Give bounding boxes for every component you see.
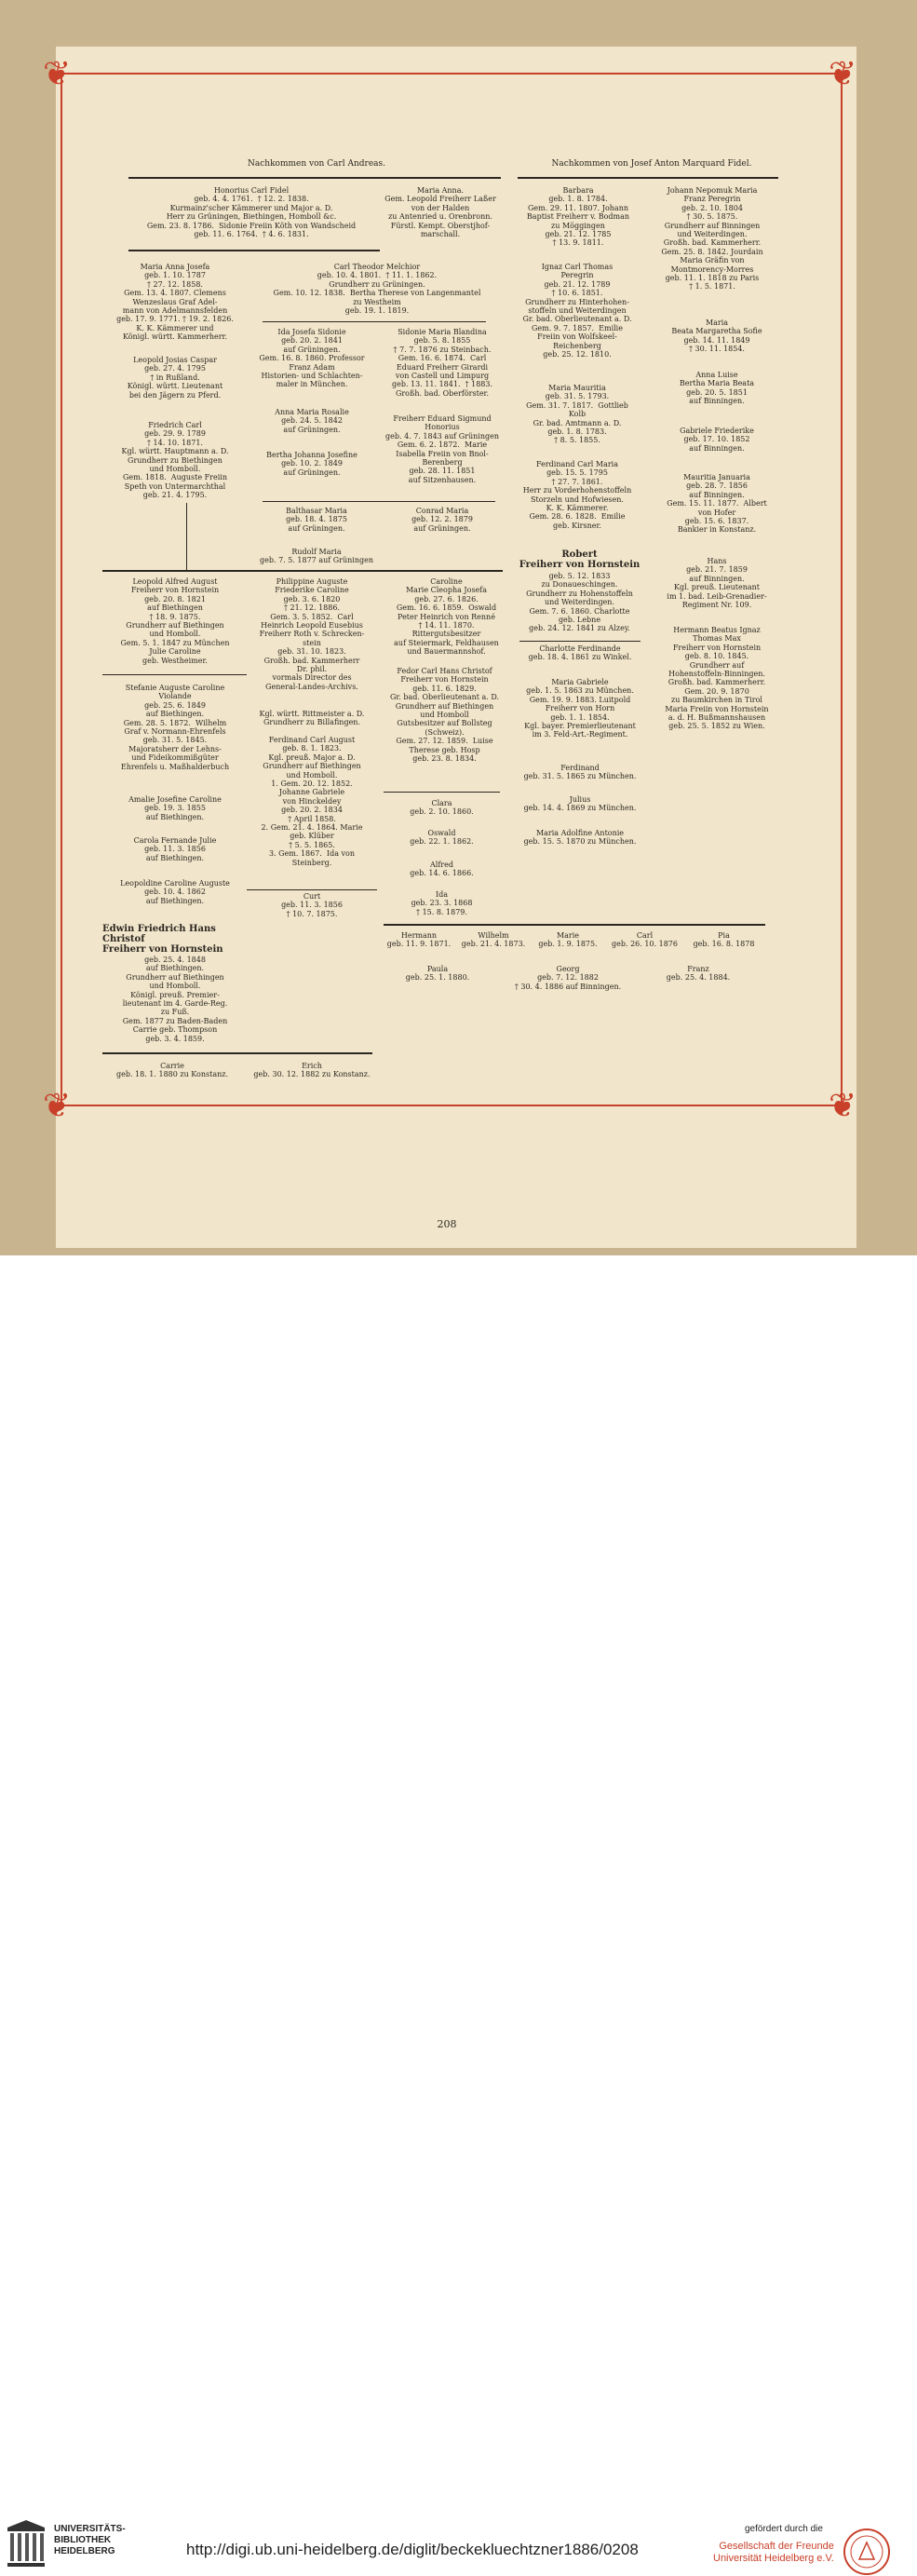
rule: [128, 250, 380, 251]
entry-leopoldine: Leopoldine Caroline Auguste geb. 10. 4. 1862 auf Biethingen.: [120, 879, 230, 905]
entry-gabriele-friederike: Gabriele Friederike geb. 17. 10. 1852 auf Binningen.: [680, 427, 754, 453]
rule: [128, 177, 501, 179]
corner-ornament-icon: ❦: [829, 55, 857, 93]
entry-hans: Hans geb. 21. 7. 1859 auf Binningen. Kgl. preuß. Lieutenant im 1. bad. Leib-Grenadier- Regiment Nr. 109.: [667, 557, 767, 610]
university-seal-icon: [843, 2528, 891, 2576]
entry-kgl-wuertt: Kgl. württ. Rittmeister a. D. Grundherr zu Billafingen.: [259, 710, 365, 727]
entry-ferdinand-carl-maria: Ferdinand Carl Maria geb. 15. 5. 1795 † 27. 7. 1861. Herr zu Vorderhohenstoffeln Storzeln und Hofwiesen. K. K. Kämmerer. Gem. 28. 6. 1828. Emilie geb. Kirsner.: [522, 460, 632, 530]
entry-johann-nepomuk: Johann Nepomuk Maria Franz Peregrin geb. 2. 10. 1804 † 30. 5. 1875. Grundherr auf Binningen und Weiterdingen. Großh. bad. Kammerherr. Gem. 25. 8. 1842. Jourdain Maria Gräfin von Montmorency-Morres geb. 11. 1. 1818 zu Paris † 1. 5. 1871.: [661, 186, 763, 291]
supported-by-label: gefördert durch die: [745, 2524, 823, 2534]
library-logo-icon: [6, 2518, 47, 2574]
entry-maria-gabriele: Maria Gabriele geb. 1. 5. 1863 zu München. Gem. 19. 9. 1883. Luitpold Freiherr von Horn geb. 1. 1. 1854. Kgl. bayer. Premierlieutenant im 3. Feld-Art.-Regiment.: [524, 678, 636, 739]
entry-curt: Curt geb. 11. 3. 1856 † 10. 7. 1875.: [281, 892, 343, 918]
scanned-page: [0, 0, 917, 1255]
entry-julius: Julius geb. 14. 4. 1869 zu München.: [523, 795, 637, 813]
entry-mauritia-januaria: Mauritia Januaria geb. 28. 7. 1856 auf Binningen. Gem. 15. 11. 1877. Albert von Hofer geb. 15. 6. 1837. Bankier in Konstanz.: [667, 473, 767, 535]
entry-ignaz: Ignaz Carl Thomas Peregrin geb. 21. 12. 1789 † 10. 6. 1851. Grundherr zu Hinterhohen- stoffeln und Weiterdingen Gr. bad. Oberlieutenant a. D. Gem. 9. 7. 1857. Emilie Freiin von Wolfskeel- Reichenberg geb. 25. 12. 1810.: [522, 263, 632, 359]
entry-maria-beata: Maria Beata Margaretha Sofie geb. 14. 11. 1849 † 30. 11. 1854.: [671, 319, 762, 354]
entry-alfred: Alfred geb. 14. 6. 1866.: [410, 861, 474, 878]
entry-fedor: Fedor Carl Hans Christof Freiherr von Hornstein geb. 11. 6. 1829. Gr. bad. Oberlieutenant a. D. Grundherr auf Biethingen und Homboll Gutsbesitzer auf Bollsteg (Schweiz). Gem. 27. 12. 1859. Luise Therese geb. Hosp geb. 23. 8. 1834.: [389, 667, 500, 764]
entry-hermann: Hermann geb. 11. 9. 1871.: [386, 931, 452, 949]
entry-anna-maria-rosalie: Anna Maria Rosalie geb. 24. 5. 1842 auf Grüningen.: [275, 408, 349, 434]
entry-franz: Franz geb. 25. 4. 1884.: [666, 965, 731, 983]
entry-edwin-name: Edwin Friedrich Hans Christof Freiherr von Hornstein: [102, 924, 223, 955]
entry-robert: geb. 5. 12. 1833 zu Donaueschingen. Grundherr zu Hohenstoffeln und Weiterdingen. Gem. 7. 6. 1860. Charlotte geb. Lebne geb. 24. 12. 1841 zu Alzey.: [526, 572, 633, 633]
entry-sidonie: Sidonie Maria Blandina geb. 5. 8. 1855 † 7. 7. 1876 zu Steinbach. Gem. 16. 6. 1874. Carl Eduard Freiherr Girardi von Castell und Limpurg geb. 13. 11. 1841. † 1883. Großh. bad. Oberförster.: [391, 328, 493, 398]
entry-hermann-beatus: Hermann Beatus Ignaz Thomas Max Freiherr von Hornstein geb. 8. 10. 1845. Grundherr auf Hohenstoffeln-Binningen. Großh. bad. Kammerherr. Gem. 20. 9. 1870 zu Baumkirchen in Tirol Maria Freiin von Hornstein a. d. H. Bußmannshausen geb. 25. 5. 1852 zu Wien.: [665, 626, 769, 731]
entry-balthasar: Balthasar Maria geb. 18. 4. 1875 auf Grüningen.: [286, 507, 347, 533]
rule: [518, 177, 778, 179]
entry-philippine: Philippine Auguste Friederike Caroline geb. 3. 6. 1820 † 21. 12. 1886. Gem. 3. 5. 1852. Carl Heinrich Leopold Eusebius Freiherr Roth v. Schrecken- stein geb. 31. 10. 1823. Großh. bad. Kammerherr Dr. phil. vormals Director des General-Landes-Archivs.: [259, 577, 365, 691]
rule: [247, 889, 377, 890]
entry-robert-name: Robert Freiherr von Hornstein: [519, 549, 641, 570]
entry-carl: Carl geb. 26. 10. 1876: [612, 931, 678, 949]
heading-left: Nachkommen von Carl Andreas.: [248, 159, 385, 169]
entry-marie: Marie geb. 1. 9. 1875.: [538, 931, 598, 949]
rule: [519, 641, 641, 642]
document-url[interactable]: http://digi.ub.uni-heidelberg.de/diglit/beckekluechtzner1886/0208: [186, 2541, 639, 2558]
entry-leopold-alfred: Leopold Alfred August Freiherr von Hornstein geb. 20. 8. 1821 auf Biethingen † 18. 9. 1875. Grundherr auf Biethingen und Homboll. Gem. 5. 1. 1847 zu München Julie Caroline geb. Westheimer.: [120, 577, 230, 665]
rule: [384, 924, 765, 926]
entry-paula: Paula geb. 25. 1. 1880.: [405, 965, 470, 983]
entry-stefanie: Stefanie Auguste Caroline Violande geb. 25. 6. 1849 auf Biethingen. Gem. 28. 5. 1872. Wilhelm Graf v. Normann-Ehrenfels geb. 31. 5. 1845. Majoratsherr der Lehns- und Fideikommißgüter Ehrenfels u. Maßhalderbuch: [120, 684, 230, 771]
entry-maria-anna: Maria Anna. Gem. Leopold Freiherr Laßer von der Halden zu Antenried u. Orenbronn. Fürstl. Kempt. Oberstjhof- marschall.: [384, 186, 496, 239]
entry-carl-theodor: Carl Theodor Melchior geb. 10. 4. 1801. † 11. 1. 1862. Grundherr zu Grüningen. Gem. 10. 12. 1838. Bertha Therese von Langenmantel zu Westheim geb. 19. 1. 1819.: [273, 263, 481, 316]
heading-right: Nachkommen von Josef Anton Marquard Fidel.: [551, 159, 752, 169]
entry-leopold-josias: Leopold Josias Caspar geb. 27. 4. 1795 † in Rußland. Königl. württ. Lieutenant bei den Jägern zu Pferd.: [127, 356, 223, 400]
entry-carola: Carola Fernande Julie geb. 11. 3. 1856 auf Biethingen.: [133, 836, 217, 862]
rule: [263, 501, 495, 502]
rule: [102, 570, 503, 572]
rule: [384, 792, 500, 793]
entry-maria-mauritia: Maria Mauritia geb. 31. 5. 1793. Gem. 31. 7. 1817. Gottlieb Kolb Gr. bad. Amtmann a. D. geb. 1. 8. 1783. † 8. 5. 1855.: [526, 384, 628, 445]
entry-erich: Erich geb. 30. 12. 1882 zu Konstanz.: [253, 1062, 371, 1079]
corner-ornament-icon: ❦: [43, 55, 72, 93]
entry-rudolf: Rudolf Maria geb. 7. 5. 1877 auf Grüningen: [260, 548, 373, 565]
entry-maria-adolfine: Maria Adolfine Antonie geb. 15. 5. 1870 zu München.: [523, 829, 637, 847]
entry-pia: Pia geb. 16. 8. 1878: [693, 931, 755, 949]
corner-ornament-icon: ❦: [829, 1087, 857, 1125]
entry-barbara: Barbara geb. 1. 8. 1784. Gem. 29. 11. 1807. Johann Baptist Freiherr v. Bodman zu Möggingen geb. 21. 12. 1785 † 13. 9. 1811.: [526, 186, 630, 248]
entry-edwin: geb. 25. 4. 1848 auf Biethingen. Grundherr auf Biethingen und Homboll. Königl. preuß. Premier- lieutenant im 4. Garde-Reg. zu Fuß. Gem. 1877 zu Baden-Baden Carrie geb. Thompson geb. 3. 4. 1859.: [122, 956, 228, 1043]
entry-ida-josefa: Ida Josefa Sidonie geb. 20. 2. 1841 auf Grüningen. Gem. 16. 8. 1860. Professor Franz Adam Historien- und Schlachten- maler in München.: [259, 328, 365, 389]
corner-ornament-icon: ❦: [43, 1087, 72, 1125]
entry-maria-anna-josefa: Maria Anna Josefa geb. 1. 10. 1787 † 27. 12. 1858. Gem. 13. 4. 1807. Clemens Wenzeslaus Graf Adel- mann von Adelmannsfelden geb. 17. 9. 1771. † 19. 2. 1826. K. K. Kämmerer und Königl. württ. Kammerherr.: [116, 263, 234, 342]
entry-friedrich-carl: Friedrich Carl geb. 29. 9. 1789 † 14. 10. 1871. Kgl. württ. Hauptmann a. D. Grundherr zu Biethingen und Homboll. Gem. 1818. Auguste Freiin Speth von Untermarchthal geb. 21. 4. 1795.: [121, 421, 229, 500]
entry-wilhelm: Wilhelm geb. 21. 4. 1873.: [461, 931, 526, 949]
page-number: 208: [437, 1218, 457, 1230]
entry-freiherr-eduard: Freiherr Eduard Sigmund Honorius geb. 4. 7. 1843 auf Grüningen Gem. 6. 2. 1872. Marie Isabella Freiin von Bnol- Berenberg geb. 28. 11. 1851 auf Sitzenhausen.: [385, 414, 499, 484]
entry-charlotte-ferdinande: Charlotte Ferdinande geb. 18. 4. 1861 zu Winkel.: [528, 644, 632, 662]
footer-bar: [0, 1255, 917, 2564]
society-name: Gesellschaft der Freunde Universität Heidelberg e.V.: [713, 2541, 834, 2564]
entry-caroline: Caroline Marie Cleopha Josefa geb. 27. 6. 1826. Gem. 16. 6. 1859. Oswald Peter Heinrich von Renné † 14. 11. 1870. Rittergutsbesitzer auf Steiermark, Feldhausen und Bauermannshof.: [394, 577, 499, 657]
entry-ida-2: Ida geb. 23. 3. 1868 † 15. 8. 1879.: [411, 890, 473, 916]
entry-oswald: Oswald geb. 22. 1. 1862.: [410, 829, 474, 847]
entry-amalie: Amalie Josefine Caroline geb. 19. 3. 1855 auf Biethingen.: [128, 795, 222, 821]
rule: [102, 1052, 372, 1054]
entry-bertha-johanna: Bertha Johanna Josefine geb. 10. 2. 1849 auf Grüningen.: [266, 451, 357, 477]
entry-clara: Clara geb. 2. 10. 1860.: [410, 799, 474, 817]
entry-ferdinand-carl-august: Ferdinand Carl August geb. 8. 1. 1823. Kgl. preuß. Major a. D. Grundherr auf Biethingen und Homboll. 1. Gem. 20. 12. 1852. Johanne Gabriele von Hinckeldey geb. 20. 2. 1834 † April 1858. 2. Gem. 21. 4. 1864. Marie geb. Klüber † 5. 5. 1865. 3. Gem. 1867. Ida von Steinberg.: [261, 736, 363, 867]
rule: [102, 674, 247, 675]
rule: [186, 503, 187, 570]
entry-carrie: Carrie geb. 18. 1. 1880 zu Konstanz.: [115, 1062, 229, 1079]
rule: [263, 321, 486, 322]
entry-georg: Georg geb. 7. 12. 1882 † 30. 4. 1886 auf Binningen.: [514, 965, 622, 991]
entry-ferdinand: Ferdinand geb. 31. 5. 1865 zu München.: [523, 764, 637, 781]
entry-conrad: Conrad Maria geb. 12. 2. 1879 auf Grüningen.: [411, 507, 473, 533]
entry-anna-luise: Anna Luise Bertha Maria Beata geb. 20. 5. 1851 auf Binningen.: [679, 371, 755, 406]
entry-honorius: Honorius Carl Fidel geb. 4. 4. 1761. † 12. 2. 1838. Kurmainz'scher Kämmerer und Major a. D. Herr zu Grüningen, Biethingen, Homboll &c. Gem. 23. 8. 1786. Sidonie Freiin Köth von Wandscheid geb. 11. 6. 1764. † 4. 6. 1831.: [146, 186, 357, 239]
library-name: UNIVERSITÄTS- BIBLIOTHEK HEIDELBERG: [54, 2524, 126, 2556]
